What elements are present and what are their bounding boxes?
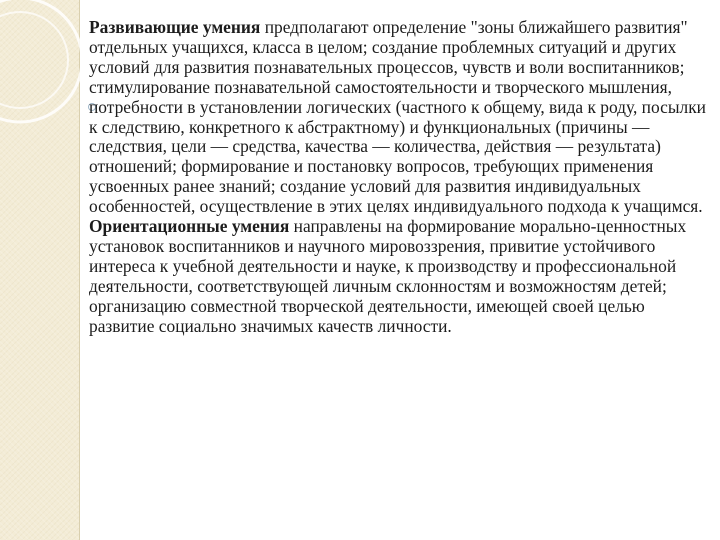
paragraph-2-lead: Ориентационные умения (89, 216, 290, 237)
paragraph-2-text: направлены на формирование морально-ценностных установок воспитанников и научного мировоззрения, привитие устойчивого интереса к учебной деятельности и науке, к производству и профессиональной деятельности, соответствующей личным склонностям и возможностям детей; организацию совместной творческой деятельности, имеющей своей целью развитие социально значимых качеств личности. (89, 216, 687, 336)
decorative-arc-inner (0, 12, 68, 108)
paragraph-orientation-skills (89, 217, 709, 336)
paragraph-1-lead: Развивающие умения (89, 17, 261, 37)
paragraph-1-text: предполагают определение "зоны ближайшего развития" отдельных учащихся, класса в целом; создание проблемных ситуаций и других условий для развития познавательных процессов, чувств и воли воспитанников; стимулирование познавательной самостоятельности и творческого мышления, потребности в установлении логических (частного к общему, вида к роду, посылки к следствию, конкретного к абстрактному) и функциональных (причины — следствия, цели — средства, качества — количества, действия — результата) отношений; формирование и постановку вопросов, требующих применения усвоенных ранее знаний; создание условий для развития индивидуальных особенностей, осуществление в этих целях индивидуального подхода к учащимся. (89, 17, 706, 217)
paragraph-developing-skills (89, 18, 709, 217)
slide-body-text (89, 18, 709, 337)
